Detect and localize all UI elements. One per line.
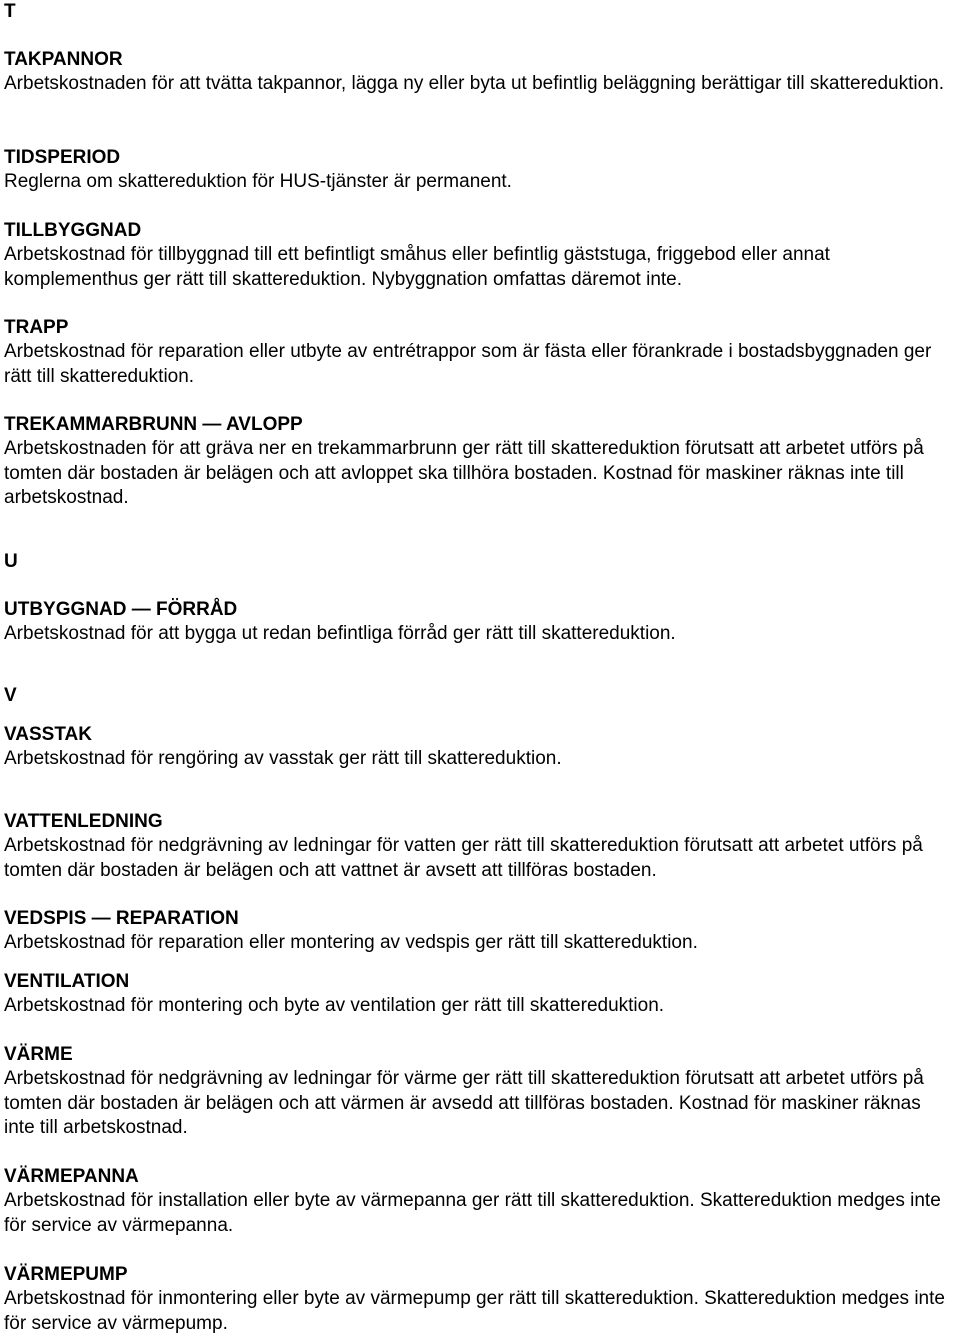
entry-trapp (4, 316, 952, 389)
entry-term: VATTENLEDNING (4, 811, 163, 832)
entry-vedspis-reparation (4, 907, 952, 956)
entry-utbyggnad-forrad (4, 598, 952, 647)
entry-text: Arbetskostnad för reparation eller utbyte av entrétrappor som är fästa eller förankrade i bostadsbyggnaden ger rätt till skattereduktion. (4, 341, 932, 387)
entry-term: VÄRMEPUMP (4, 1264, 128, 1285)
entry-term: VÄRME (4, 1044, 73, 1065)
entry-varmepump (4, 1263, 952, 1336)
entry-text: Arbetskostnaden för att gräva ner en trekammarbrunn ger rätt till skattereduktion förutsatt att arbetet utförs på tomten där bostaden är belägen och att avloppet ska tillhöra bostaden. Kostnad för maskiner räknas inte till arbetskostnad. (4, 438, 924, 509)
entry-vattenledning (4, 810, 952, 883)
entry-text: Arbetskostnad för installation eller byte av värmepanna ger rätt till skattereduktion. Skattereduktion medges inte för service av värmepanna. (4, 1190, 941, 1236)
entry-term: VÄRMEPANNA (4, 1166, 139, 1187)
entry-text: Arbetskostnaden för att tvätta takpannor, lägga ny eller byta ut befintlig beläggning berättigar till skattereduktion. (4, 73, 945, 95)
entry-term: TAKPANNOR (4, 49, 123, 70)
entry-term: TILLBYGGNAD (4, 220, 142, 241)
entry-term: TIDSPERIOD (4, 147, 121, 168)
entry-takpannor (4, 48, 952, 97)
section-letter-v: V (4, 685, 17, 706)
entry-term: VASSTAK (4, 724, 92, 745)
entry-text: Arbetskostnad för reparation eller montering av vedspis ger rätt till skattereduktion. (4, 932, 698, 954)
entry-varmepanna (4, 1165, 952, 1238)
entry-text: Arbetskostnad för montering och byte av ventilation ger rätt till skattereduktion. (4, 995, 665, 1017)
entry-text: Reglerna om skattereduktion för HUS-tjänster är permanent. (4, 171, 512, 193)
entry-text: Arbetskostnad för tillbyggnad till ett befintligt småhus eller befintlig gäststuga, friggebod eller annat komplementhus ger rätt till skattereduktion. Nybyggnation omfattas däremot inte. (4, 244, 830, 290)
entry-trekammarbrunn-avlopp (4, 413, 952, 511)
entry-term: UTBYGGNAD — FÖRRÅD (4, 599, 238, 620)
entry-term: VEDSPIS — REPARATION (4, 908, 239, 929)
entry-text: Arbetskostnad för rengöring av vasstak ger rätt till skattereduktion. (4, 748, 562, 770)
entry-text: Arbetskostnad för inmontering eller byte av värmepump ger rätt till skattereduktion. Skattereduktion medges inte för service av värmepump. (4, 1288, 945, 1334)
entry-ventilation (4, 970, 952, 1019)
section-letter-t: T (4, 1, 16, 22)
section-letter-u: U (4, 551, 18, 572)
entry-varme (4, 1043, 952, 1141)
entry-tillbyggnad (4, 219, 952, 292)
entry-term: TRAPP (4, 317, 69, 338)
entry-term: TREKAMMARBRUNN — AVLOPP (4, 414, 303, 435)
entry-text: Arbetskostnad för att bygga ut redan befintliga förråd ger rätt till skattereduktion. (4, 623, 676, 645)
entry-tidsperiod (4, 146, 952, 195)
entry-vasstak (4, 723, 952, 772)
entry-term: VENTILATION (4, 971, 130, 992)
entry-text: Arbetskostnad för nedgrävning av ledningar för värme ger rätt till skattereduktion förutsatt att arbetet utförs på tomten där bostaden är belägen och att värmen är avsedd att tillföras bostaden. Kostnad för maskiner räknas inte till arbetskostnad. (4, 1068, 924, 1139)
entry-text: Arbetskostnad för nedgrävning av ledningar för vatten ger rätt till skattereduktion förutsatt att arbetet utförs på tomten där bostaden är belägen och att vattnet är avsett att tillföras bostaden. (4, 835, 923, 881)
